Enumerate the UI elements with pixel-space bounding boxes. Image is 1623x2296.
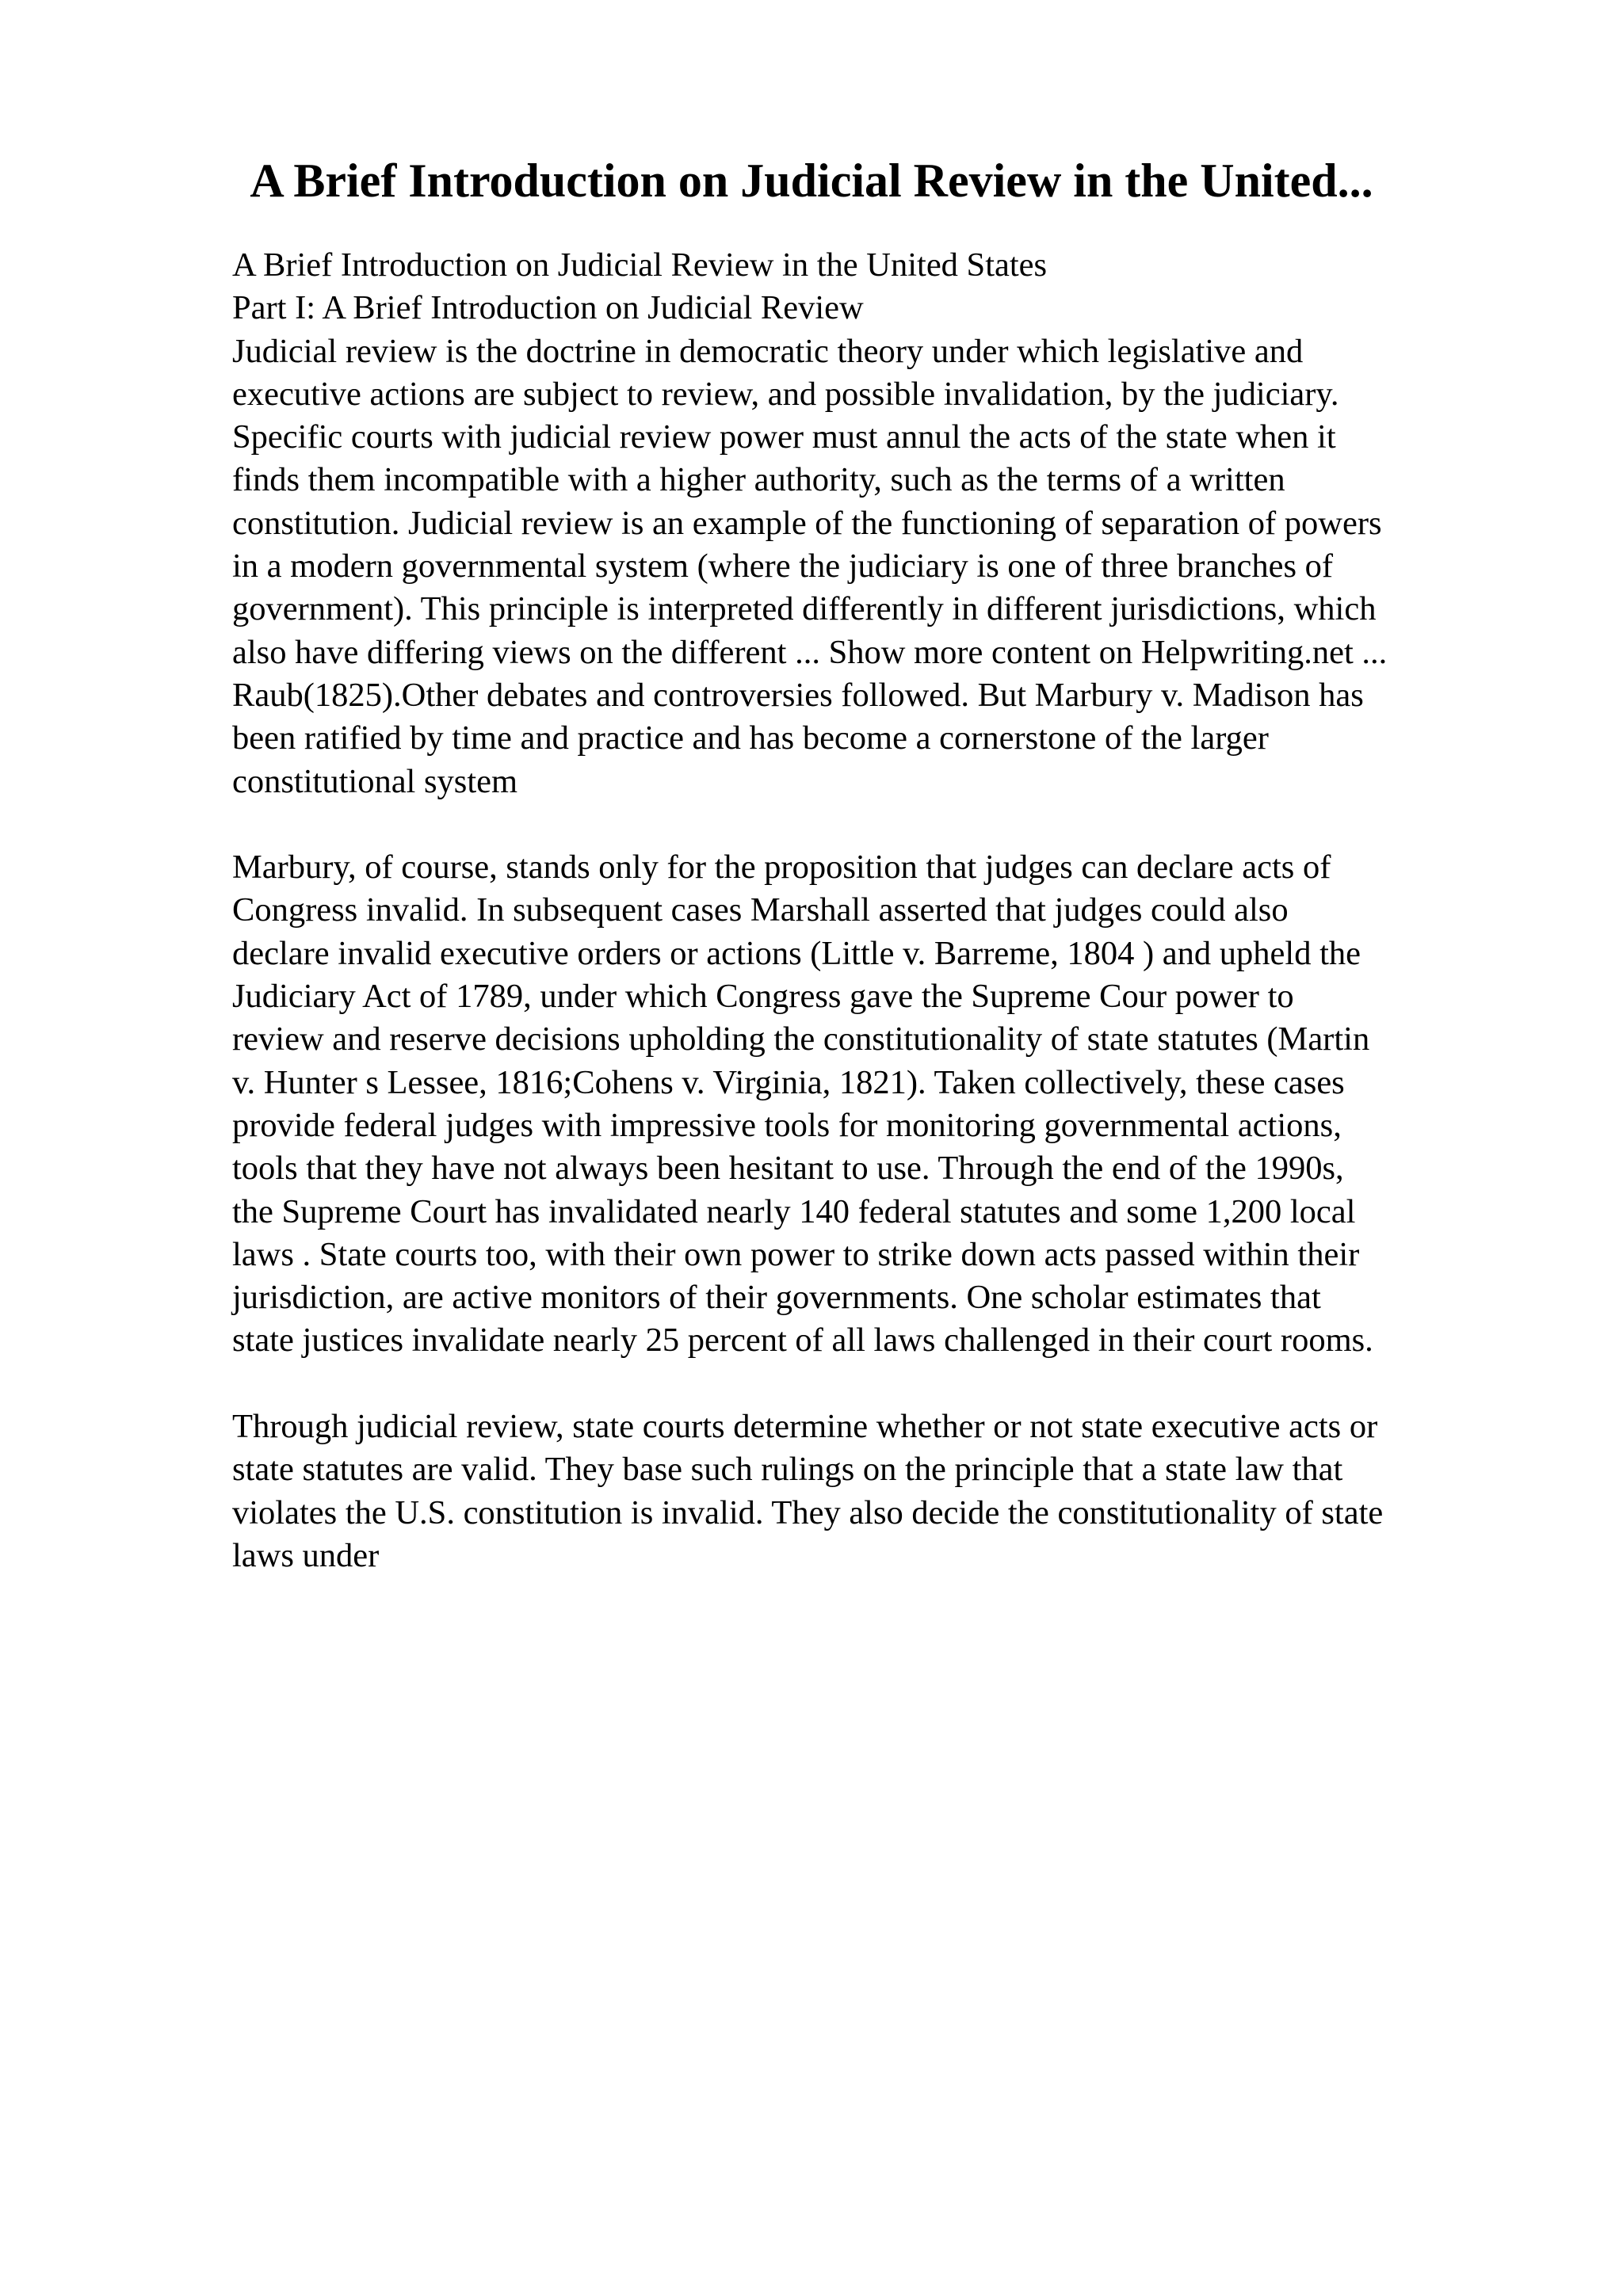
paragraph-line: state statutes are valid. They base such rulings on the principle that a state law that (232, 1451, 1343, 1489)
paragraph-line: Congress invalid. In subsequent cases Marshall asserted that judges could also (232, 891, 1289, 929)
paragraph-line: Marbury, of course, stands only for the proposition that judges can declare acts of (232, 849, 1331, 887)
paragraph-spacer (232, 803, 1500, 846)
paragraph-line: provide federal judges with impressive tools for monitoring governmental actions, (232, 1106, 1342, 1144)
paragraph-line: Through judicial review, state courts determine whether or not state executive acts or (232, 1408, 1378, 1446)
paragraph-line: executive actions are subject to review, and possible invalidation, by the judiciary. (232, 375, 1339, 413)
paragraph-line: constitution. Judicial review is an example of the functioning of separation of powers (232, 504, 1382, 542)
paragraph-3 (232, 1405, 1500, 1577)
paragraph-line: Judicial review is the doctrine in democratic theory under which legislative and (232, 332, 1304, 370)
paragraph-line: state justices invalidate nearly 25 percent of all laws challenged in their court rooms. (232, 1322, 1373, 1360)
paragraph-line: tools that they have not always been hesitant to use. Through the end of the 1990s, (232, 1150, 1344, 1188)
intro-heading-line: A Brief Introduction on Judicial Review in the United States (232, 246, 1048, 284)
document-body (232, 244, 1500, 1577)
paragraph-line: violates the U.S. constitution is invalid. They also decide the constitutionality of state (232, 1493, 1384, 1531)
paragraph-line: review and reserve decisions upholding the constitutionality of state statutes (Martin (232, 1020, 1370, 1058)
paragraph-line: Judiciary Act of 1789, under which Congress gave the Supreme Cour power to (232, 978, 1294, 1016)
paragraph-line: laws under (232, 1536, 380, 1574)
paragraph-2 (232, 846, 1500, 1363)
paragraph-line: Specific courts with judicial review power must annul the acts of the state when it (232, 418, 1336, 456)
paragraph-line: Raub(1825).Other debates and controversies followed. But Marbury v. Madison has (232, 676, 1364, 714)
paragraph-line: in a modern governmental system (where the judiciary is one of three branches of (232, 547, 1334, 585)
paragraph-line: v. Hunter s Lessee, 1816;Cohens v. Virginia, 1821). Taken collectively, these cases (232, 1063, 1345, 1101)
paragraph-line: laws . State courts too, with their own power to strike down acts passed within their (232, 1235, 1360, 1273)
paragraph-line: been ratified by time and practice and has become a cornerstone of the larger (232, 719, 1269, 757)
paragraph-line: finds them incompatible with a higher authority, such as the terms of a written (232, 461, 1285, 499)
paragraph-1 (232, 330, 1500, 803)
paragraph-line: government). This principle is interpreted differently in different jurisdictions, which (232, 590, 1377, 628)
document-title: A Brief Introduction on Judicial Review in the United... (250, 154, 1373, 207)
paragraph-line: jurisdiction, are active monitors of their governments. One scholar estimates that (232, 1279, 1321, 1317)
paragraph-spacer (232, 1363, 1500, 1405)
paragraph-line: the Supreme Court has invalidated nearly 140 federal statutes and some 1,200 local (232, 1192, 1356, 1230)
paragraph-line: also have differing views on the different ... Show more content on Helpwriting.net ... (232, 633, 1388, 671)
intro-part-line: Part I: A Brief Introduction on Judicial Review (232, 289, 864, 327)
paragraph-line: constitutional system (232, 762, 518, 800)
paragraph-line: declare invalid executive orders or actions (Little v. Barreme, 1804 ) and upheld the (232, 934, 1361, 972)
